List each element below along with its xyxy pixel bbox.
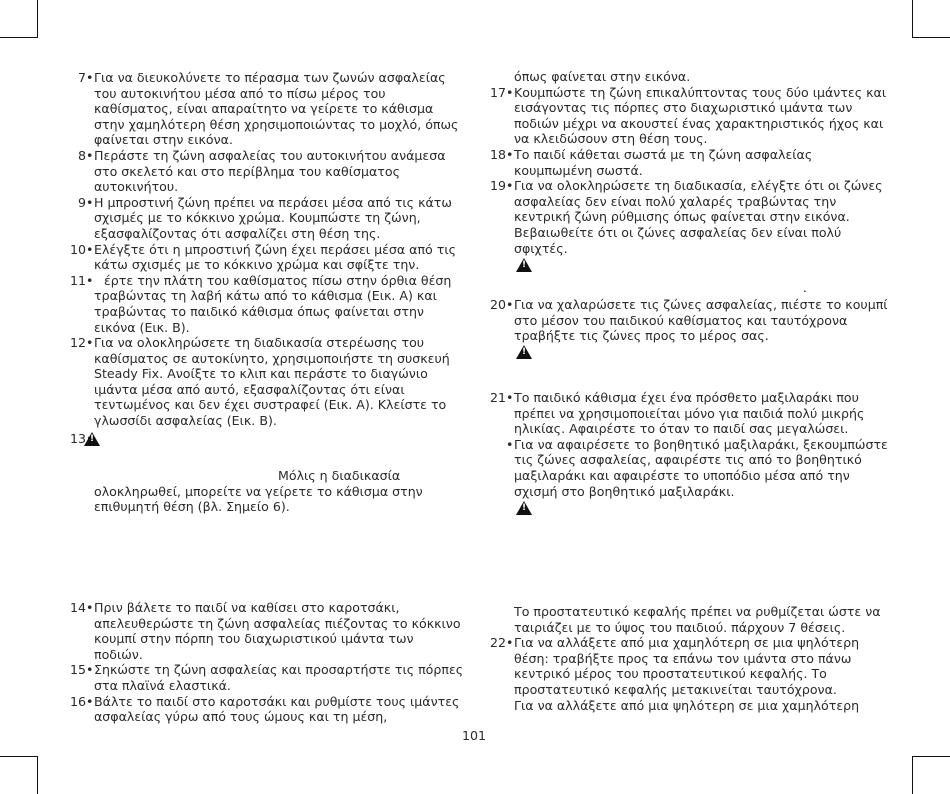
warning-triangle-icon	[516, 258, 532, 272]
list-item-11: 11 • έρτε την πλάτη του καθίσματος πίσω στην όρθια θέση τραβώντας τη λαβή κάτω από το κάθισμα (Εικ. A) και τραβώντας το παιδικό κάθισμα όπως φαίνεται στην εικόνα (Εικ. B).	[69, 272, 452, 335]
item-text: Περάστε τη ζώνη ασφαλείας του αυτοκινήτου ανάμεσα στο σκελετό και στο περίβλημα του καθίσματος αυτοκινήτου.	[94, 147, 446, 195]
warning-triangle-icon	[516, 345, 532, 359]
item-text: όπως φαίνεται στην εικόνα.	[514, 69, 691, 84]
list-item-18: 18 • Το παιδί κάθεται σωστά με τη ζώνη ασφαλείας κουμπωμένη σωστά.	[489, 146, 813, 178]
right-column-bottom	[480, 604, 890, 713]
list-item-16-continued	[480, 69, 890, 85]
item-text: Για να αφαιρέσετε το βοηθητικό μαξιλαράκι, ξεκουμπώστε τις ζώνες ασφαλείας, αφαιρέστε τις από το βοηθητικό μαξιλαράκι και αφαιρέστε το υποπόδιο μέσα από την σχισμή στο βοηθητικό μαξιλαράκι.	[514, 436, 888, 499]
warning-row	[480, 256, 890, 276]
item-text: Βάλτε το παιδί στο καροτσάκι και ρυθμίστε τους ιμάντες ασφαλείας γύρω από τους ώμους και τη μέση,	[94, 693, 460, 725]
crop-mark	[0, 37, 38, 38]
list-item-20: 20 • Για να χαλαρώσετε τις ζώνες ασφαλείας, πιέστε το κουμπί στο μέσον του παιδικού καθίσματος και ταυτόχρονα τραβήξτε τις ζώνες προς το μέρος σας.	[489, 297, 888, 344]
crop-mark	[0, 756, 38, 757]
item-text: Για να ολοκληρώσετε τη διαδικασία στερέωσης του καθίσματος σε αυτοκίνητο, χρησιμοποιήστε τη συσκευή Steady Fix. Ανοίξτε το κλιπ και περάστε το διαγώνιο ιμάντα μέσα από αυτό, εξασφαλίζοντας ότι είναι τεντωμένος και δεν έχει συστραφεί (Εικ. A). Κλείστε το γλωσσίδι ασφαλείας (Εικ. B).	[94, 335, 450, 429]
right-column-lower	[480, 390, 890, 519]
list-item-22-continued	[480, 698, 890, 714]
crop-mark	[912, 756, 913, 794]
item-text: Κουμπώστε τη ζώνη επικαλύπτοντας τους δύο ιμάντες και εισάγοντας τις πόρπες στο διαχωριστικό ιμάντα των ποδιών μέχρι να ακουστεί ένας χαρακτηριστικός ήχος και να κλειδώσουν στη θέση τους.	[514, 84, 887, 147]
item-text: Σηκώστε τη ζώνη ασφαλείας και προσαρτήστε τις πόρπες στα πλαϊνά ελαστικά.	[94, 662, 464, 693]
item-text: Η μπροστινή ζώνη πρέπει να περάσει μέσα από τις κάτω σχισμές με το κόκκινο χρώμα. Κουμπώστε τη ζώνη, εξασφαλίζοντας ότι ασφαλίζει στη θέση της.	[94, 194, 452, 241]
item-text: Για να χαλαρώσετε τις ζώνες ασφαλείας, πιέστε το κουμπί στο μέσον του παιδικού καθίσματος και ταυτόχρονα τραβήξτε τις ζώνες προς το μέρος σας.	[514, 297, 888, 344]
warning-triangle-icon	[84, 432, 100, 446]
crop-mark	[37, 0, 38, 38]
item-text: έρτε την πλάτη του καθίσματος πίσω στην όρθια θέση τραβώντας τη λαβή κάτω από το κάθισμα (Εικ. A) και τραβώντας το παιδικό κάθισμα όπως φαίνεται στην εικόνα (Εικ. B).	[94, 272, 452, 335]
item-text: Ελέγξτε ότι η μπροστινή ζώνη έχει περάσει μέσα από τις κάτω σχισμές με το κόκκινο χρώμα και σφίξτε την.	[94, 241, 457, 273]
left-column	[60, 70, 465, 515]
warning-row	[480, 499, 890, 519]
item-text: Για να διευκολύνετε το πέρασμα των ζωνών ασφαλείας του αυτοκινήτου μέσα από το πίσω μέρος του καθίσματος, είναι απαραίτητο να γείρετε το κάθισμα στην χαμηλότερη θέση χρησιμοποιώντας το μοχλό, όπως φαίνεται στην εικόνα.	[94, 70, 459, 148]
item-text: Πριν βάλετε το παιδί να καθίσει στο καροτσάκι, απελευθερώστε τη ζώνη ασφαλείας πιέζοντας το κόκκινο κουμπί στην πόρπη του διαχωριστικού ιμάντα των ποδιών.	[94, 600, 461, 662]
right-column	[480, 69, 890, 276]
crop-mark	[912, 756, 950, 757]
list-item-17: 17 • Κουμπώστε τη ζώνη επικαλύπτοντας τους δύο ιμάντες και εισάγοντας τις πόρπες στο διαχωριστικό ιμάντα των ποδιών μέχρι να ακουστεί ένας χαρακτηριστικός ήχος και να κλειδώσουν στη θέση τους.	[489, 84, 887, 147]
list-item-19: 19 • Για να ολοκληρώσετε τη διαδικασία, ελέγξτε ότι οι ζώνες ασφαλείας δεν είναι πολύ χαλαρές τραβώντας την κεντρική ζώνη ρύθμισης όπως φαίνεται στην εικόνα. Βεβαιωθείτε ότι οι ζώνες ασφαλείας δεν είναι πολύ σφιχτές.	[489, 178, 883, 256]
list-item-8: 8 • Περάστε τη ζώνη ασφαλείας του αυτοκινήτου ανάμεσα στο σκελετό και στο περίβλημα του καθίσματος αυτοκινήτου.	[77, 147, 446, 195]
headrest-paragraph	[480, 604, 890, 635]
list-item-7: 7 • Για να διευκολύνετε το πέρασμα των ζωνών ασφαλείας του αυτοκινήτου μέσα από το πίσω μέρος του καθίσματος, είναι απαραίτητο να γείρετε το κάθισμα στην χαμηλότερη θέση χρησιμοποιώντας το μοχλό, όπως φαίνεται στην εικόνα.	[77, 70, 459, 148]
crop-mark	[912, 37, 950, 38]
list-item-22: 22 • Για να αλλάξετε από μια χαμηλότερη σε μια ψηλότερη θέση: τραβήξτε προς τα επάνω τον ιμάντα στο πάνω κεντρικό μέρος του προστατευτικού κεφαλής. Το προστατευτικό κεφαλής μετακινείται ταυτόχρονα.	[489, 635, 860, 697]
list-item-21-sub: • Για να αφαιρέσετε το βοηθητικό μαξιλαράκι, ξεκουμπώστε τις ζώνες ασφαλείας, αφαιρέστε τις από το βοηθητικό μαξιλαράκι και αφαιρέστε το υποπόδιο μέσα από την σχισμή στο βοηθητικό μαξιλαράκι.	[506, 436, 888, 499]
left-column-lower	[60, 600, 465, 725]
warning-row	[480, 344, 890, 364]
item-text: ολοκληρωθεί, μπορείτε να γείρετε το κάθισμα στην επιθυμητή θέση (βλ. Σημείο 6).	[94, 483, 423, 515]
crop-mark	[37, 756, 38, 794]
item-text: Το παιδικό κάθισμα έχει ένα πρόσθετο μαξιλαράκι που πρέπει να χρησιμοποιείται μόνο για παιδιά πολύ μικρής ηλικίας. Αφαιρέστε το όταν το παιδί σας μεγαλώσει.	[514, 390, 865, 437]
warning-triangle-icon	[516, 501, 532, 515]
list-item-14: 14 • Πριν βάλετε το παιδί να καθίσει στο καροτσάκι, απελευθερώστε τη ζώνη ασφαλείας πιέζοντας το κόκκινο κουμπί στην πόρπη του διαχωριστικού ιμάντα των ποδιών.	[69, 600, 461, 662]
list-item-13: 13 • !	[60, 431, 465, 447]
list-item-13-text	[60, 468, 465, 515]
stray-mark: .	[803, 281, 807, 295]
item-text: Μόλις η διαδικασία	[278, 468, 401, 484]
list-item-16: 16 • Βάλτε το παιδί στο καροτσάκι και ρυθμίστε τους ιμάντες ασφαλείας γύρω από τους ώμους και τη μέση,	[69, 693, 460, 725]
item-text: Το προστατευτικό κεφαλής πρέπει να ρυθμίζεται ώστε να ταιριάζει με το ύψος του παιδιού. πάρχουν 7 θέσεις.	[514, 604, 881, 635]
list-item-15: 15 • Σηκώστε τη ζώνη ασφαλείας και προσαρτήστε τις πόρπες στα πλαϊνά ελαστικά.	[69, 662, 464, 693]
page-number: 101	[462, 728, 487, 743]
list-item-21: 21 • Το παιδικό κάθισμα έχει ένα πρόσθετο μαξιλαράκι που πρέπει να χρησιμοποιείται μόνο για παιδιά πολύ μικρής ηλικίας. Αφαιρέστε το όταν το παιδί σας μεγαλώσει.	[489, 390, 865, 437]
list-item-9: 9 • Η μπροστινή ζώνη πρέπει να περάσει μέσα από τις κάτω σχισμές με το κόκκινο χρώμα. Κουμπώστε τη ζώνη, εξασφαλίζοντας ότι ασφαλίζει στη θέση της.	[77, 194, 452, 241]
item-text: Για να αλλάξετε από μια ψηλότερη σε μια χαμηλότερη	[514, 697, 860, 713]
item-text: Για να αλλάξετε από μια χαμηλότερη σε μια ψηλότερη θέση: τραβήξτε προς τα επάνω τον ιμάντα στο πάνω κεντρικό μέρος του προστατευτικού κεφαλής. Το προστατευτικό κεφαλής μετακινείται ταυτόχρονα.	[514, 635, 860, 697]
list-item-10: 10 • Ελέγξτε ότι η μπροστινή ζώνη έχει περάσει μέσα από τις κάτω σχισμές με το κόκκινο χρώμα και σφίξτε την.	[69, 241, 457, 273]
list-item-12: 12 • Για να ολοκληρώσετε τη διαδικασία στερέωσης του καθίσματος σε αυτοκίνητο, χρησιμοποιήστε τη συσκευή Steady Fix. Ανοίξτε το κλιπ και περάστε το διαγώνιο ιμάντα μέσα από αυτό, εξασφαλίζοντας ότι είναι τεντωμένος και δεν έχει συστραφεί (Εικ. A). Κλείστε το γλωσσίδι ασφαλείας (Εικ. B).	[69, 335, 450, 429]
item-text: Για να ολοκληρώσετε τη διαδικασία, ελέγξτε ότι οι ζώνες ασφαλείας δεν είναι πολύ χαλαρές τραβώντας την κεντρική ζώνη ρύθμισης όπως φαίνεται στην εικόνα. Βεβαιωθείτε ότι οι ζώνες ασφαλείας δεν είναι πολύ σφιχτές.	[514, 178, 883, 256]
item-text: Το παιδί κάθεται σωστά με τη ζώνη ασφαλείας κουμπωμένη σωστά.	[514, 146, 813, 178]
crop-mark	[912, 0, 913, 38]
right-column-mid	[480, 297, 890, 364]
